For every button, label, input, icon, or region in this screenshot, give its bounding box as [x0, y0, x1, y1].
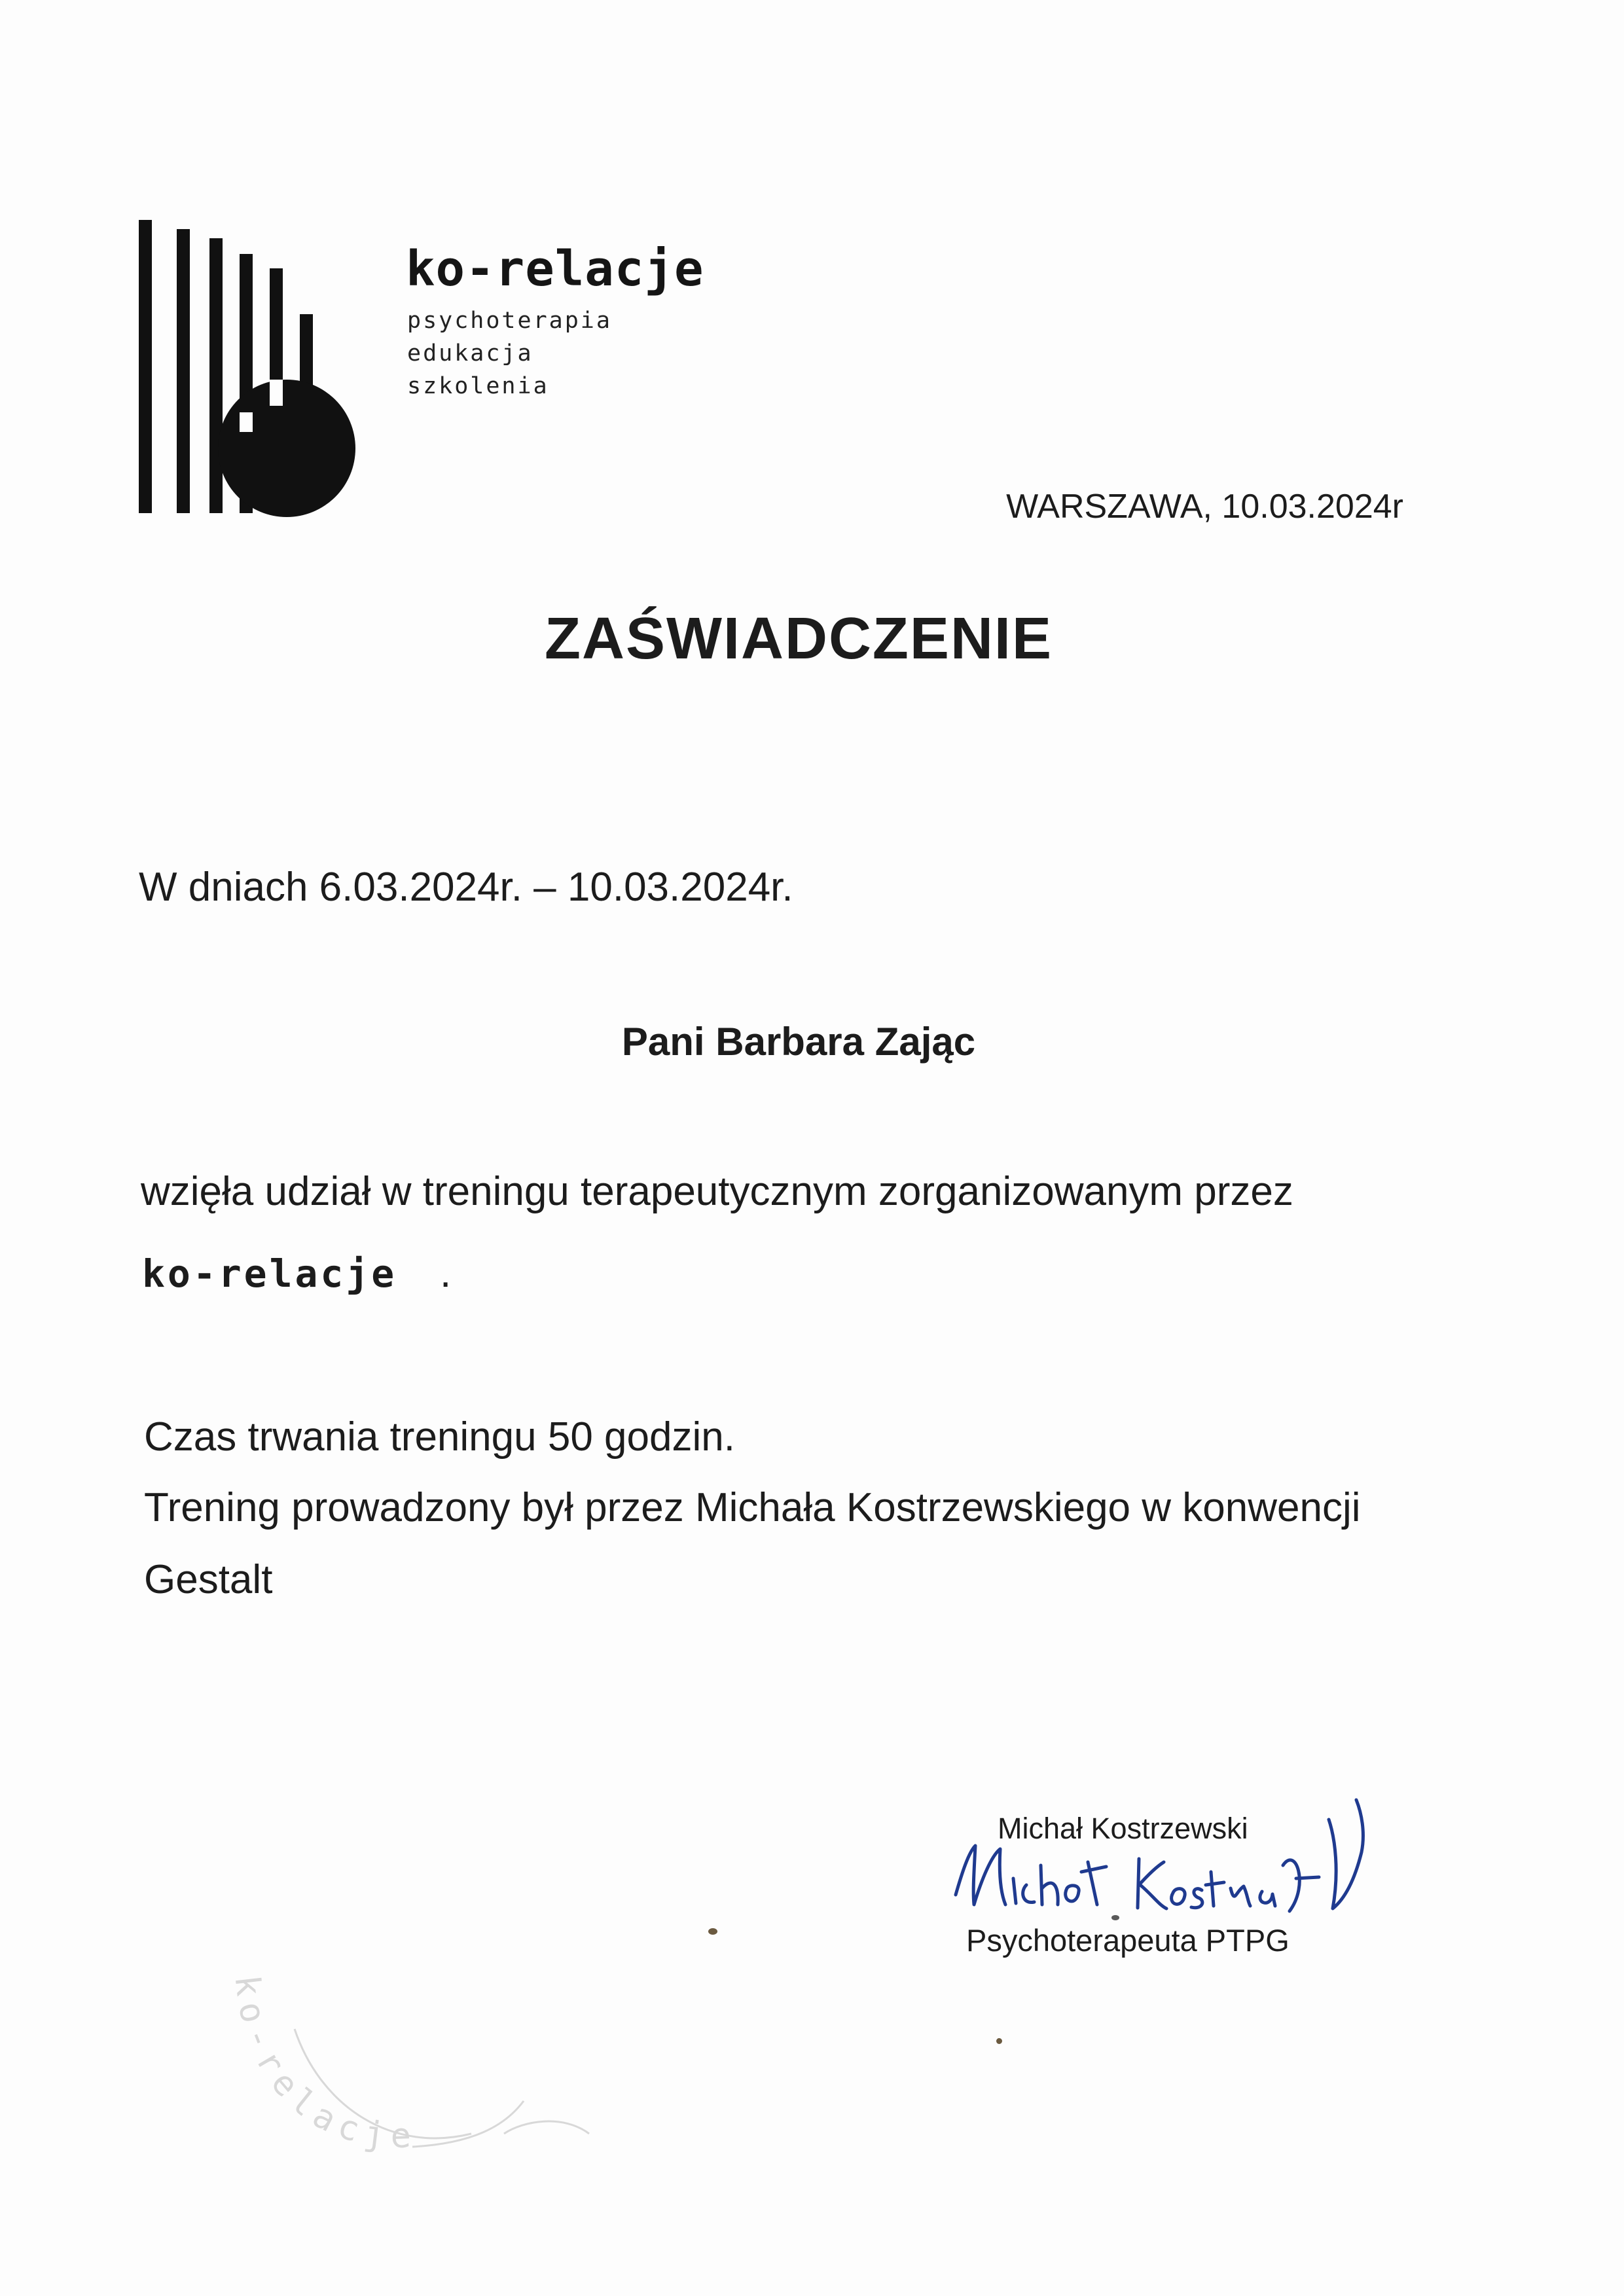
embossed-seal — [196, 1937, 602, 2212]
logo-circle — [218, 380, 355, 517]
tagline-edukacja: edukacja — [407, 340, 533, 367]
brand-name: ko-relacje — [406, 241, 704, 297]
svg-text:ko-relacje — [227, 1973, 420, 2156]
scan-speck — [1111, 1915, 1119, 1920]
scan-speck — [708, 1928, 717, 1935]
period-line: W dniach 6.03.2024r. – 10.03.2024r. — [139, 865, 793, 910]
trainer-line: Trening prowadzony był przez Michała Kostrzewskiego w konwencji — [144, 1485, 1361, 1530]
place-and-date: WARSZAWA, 10.03.2024r — [1006, 488, 1403, 526]
handwritten-signature — [943, 1780, 1375, 1944]
logo-bar-2 — [177, 229, 190, 513]
logo-bar-1 — [139, 220, 152, 513]
scan-speck — [996, 2038, 1002, 2044]
organizer-name: ko-relacje — [142, 1251, 397, 1296]
convention-line: Gestalt — [144, 1557, 273, 1602]
tagline-psychoterapia: psychoterapia — [407, 308, 612, 334]
logo-bar-3 — [209, 238, 223, 513]
participation-line: wzięła udział w treningu terapeutycznym zorganizowanym przez — [141, 1169, 1293, 1214]
ko-relacje-logo — [136, 216, 359, 517]
signer-role: Psychoterapeuta PTPG — [966, 1923, 1290, 1958]
seal-text: ko-relacje — [226, 1973, 420, 2157]
document-title: ZAŚWIADCZENIE — [545, 606, 1053, 672]
tagline-szkolenia: szkolenia — [407, 373, 549, 399]
signer-name: Michał Kostrzewski — [998, 1812, 1248, 1845]
logo-bar-4-gap — [240, 412, 253, 432]
recipient-name: Pani Barbara Zając — [621, 1020, 976, 1064]
organizer-period: . — [440, 1251, 452, 1296]
duration-line: Czas trwania treningu 50 godzin. — [144, 1414, 735, 1460]
logo-bar-5-gap — [270, 380, 283, 406]
